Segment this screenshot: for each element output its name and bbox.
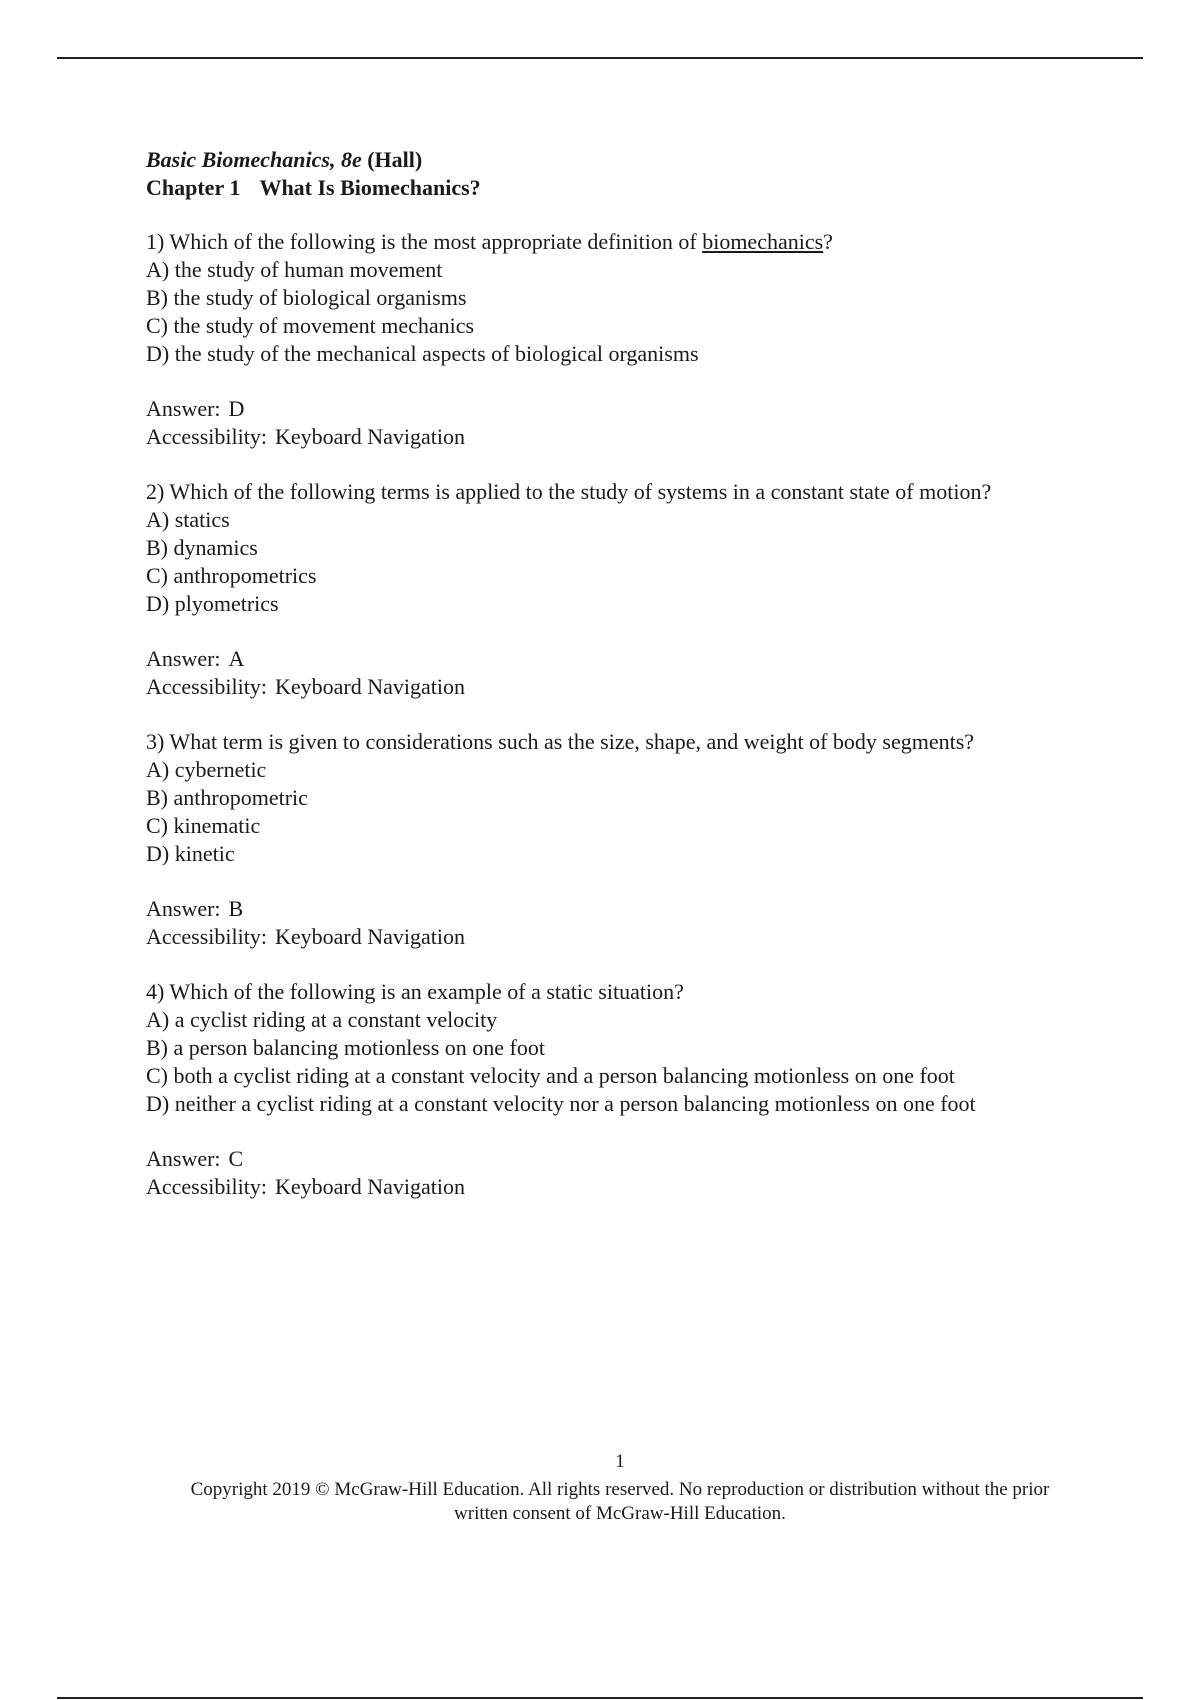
accessibility-label: Accessibility: xyxy=(146,1174,267,1199)
question-2 xyxy=(146,478,1106,701)
accessibility-value: Keyboard Navigation xyxy=(274,1174,465,1199)
answer-block xyxy=(146,1145,1106,1201)
copyright-line-1: Copyright 2019 © McGraw-Hill Education. All rights reserved. No reproduction or distribution without the prior xyxy=(190,1479,1050,1500)
answer-line xyxy=(146,1145,1106,1173)
option-a: A) cybernetic xyxy=(146,757,267,782)
option-a: A) statics xyxy=(146,507,230,532)
option-d: D) kinetic xyxy=(146,841,235,866)
accessibility-value: Keyboard Navigation xyxy=(274,424,465,449)
chapter-title: What Is Biomechanics? xyxy=(259,175,481,200)
stem-text: 1) Which of the following is the most appropriate definition of xyxy=(146,229,703,254)
bottom-rule xyxy=(57,1697,1143,1699)
accessibility-line xyxy=(146,923,1106,951)
option-a: A) a cyclist riding at a constant velocity xyxy=(146,1007,498,1032)
stem-suffix: ? xyxy=(823,229,833,254)
answer-label: Answer: xyxy=(146,646,221,671)
question-stem: 2) Which of the following terms is applied to the study of systems in a constant state of motion? xyxy=(146,479,992,504)
option-c: C) kinematic xyxy=(146,813,261,838)
accessibility-label: Accessibility: xyxy=(146,924,267,949)
answer-line xyxy=(146,395,1106,423)
answer-line xyxy=(146,645,1106,673)
option-b: B) anthropometric xyxy=(146,785,308,810)
option-a: A) the study of human movement xyxy=(146,257,443,282)
question-stem: 4) Which of the following is an example of a static situation? xyxy=(146,979,684,1004)
answer-value: B xyxy=(228,896,244,921)
option-d: D) neither a cyclist riding at a constant velocity nor a person balancing motionless on one foot xyxy=(146,1091,976,1116)
question-stem xyxy=(146,228,1106,256)
option-c: C) anthropometrics xyxy=(146,563,317,588)
accessibility-line xyxy=(146,1173,1106,1201)
option-b: B) the study of biological organisms xyxy=(146,285,467,310)
top-rule xyxy=(57,57,1143,59)
answer-label: Answer: xyxy=(146,396,221,421)
copyright-line-2: written consent of McGraw-Hill Education. xyxy=(454,1503,786,1524)
answer-label: Answer: xyxy=(146,1146,221,1171)
stem-underlined-term: biomechanics xyxy=(702,229,824,254)
book-author: (Hall) xyxy=(367,147,423,172)
option-b: B) dynamics xyxy=(146,535,258,560)
option-c: C) the study of movement mechanics xyxy=(146,313,475,338)
answer-label: Answer: xyxy=(146,896,221,921)
accessibility-label: Accessibility: xyxy=(146,424,267,449)
option-c: C) both a cyclist riding at a constant velocity and a person balancing motionless on one foot xyxy=(146,1063,955,1088)
option-b: B) a person balancing motionless on one foot xyxy=(146,1035,545,1060)
page-footer xyxy=(140,1450,1100,1526)
chapter-label: Chapter 1 xyxy=(146,175,241,200)
accessibility-value: Keyboard Navigation xyxy=(274,674,465,699)
answer-value: A xyxy=(228,646,245,671)
option-d: D) the study of the mechanical aspects of biological organisms xyxy=(146,341,699,366)
page-number: 1 xyxy=(615,1451,625,1472)
accessibility-label: Accessibility: xyxy=(146,674,267,699)
answer-block xyxy=(146,895,1106,951)
answer-value: D xyxy=(228,396,245,421)
answer-block xyxy=(146,645,1106,701)
question-4 xyxy=(146,978,1106,1201)
accessibility-line xyxy=(146,673,1106,701)
answer-block xyxy=(146,395,1106,451)
question-1 xyxy=(146,228,1106,451)
accessibility-value: Keyboard Navigation xyxy=(274,924,465,949)
document-body xyxy=(146,146,1106,1228)
accessibility-line xyxy=(146,423,1106,451)
question-stem: 3) What term is given to considerations such as the size, shape, and weight of body segments? xyxy=(146,729,975,754)
option-d: D) plyometrics xyxy=(146,591,279,616)
chapter-heading xyxy=(146,174,1106,202)
question-3 xyxy=(146,728,1106,951)
book-title: Basic Biomechanics, 8e xyxy=(146,147,362,172)
answer-value: C xyxy=(228,1146,244,1171)
book-title-line xyxy=(146,146,1106,174)
answer-line xyxy=(146,895,1106,923)
